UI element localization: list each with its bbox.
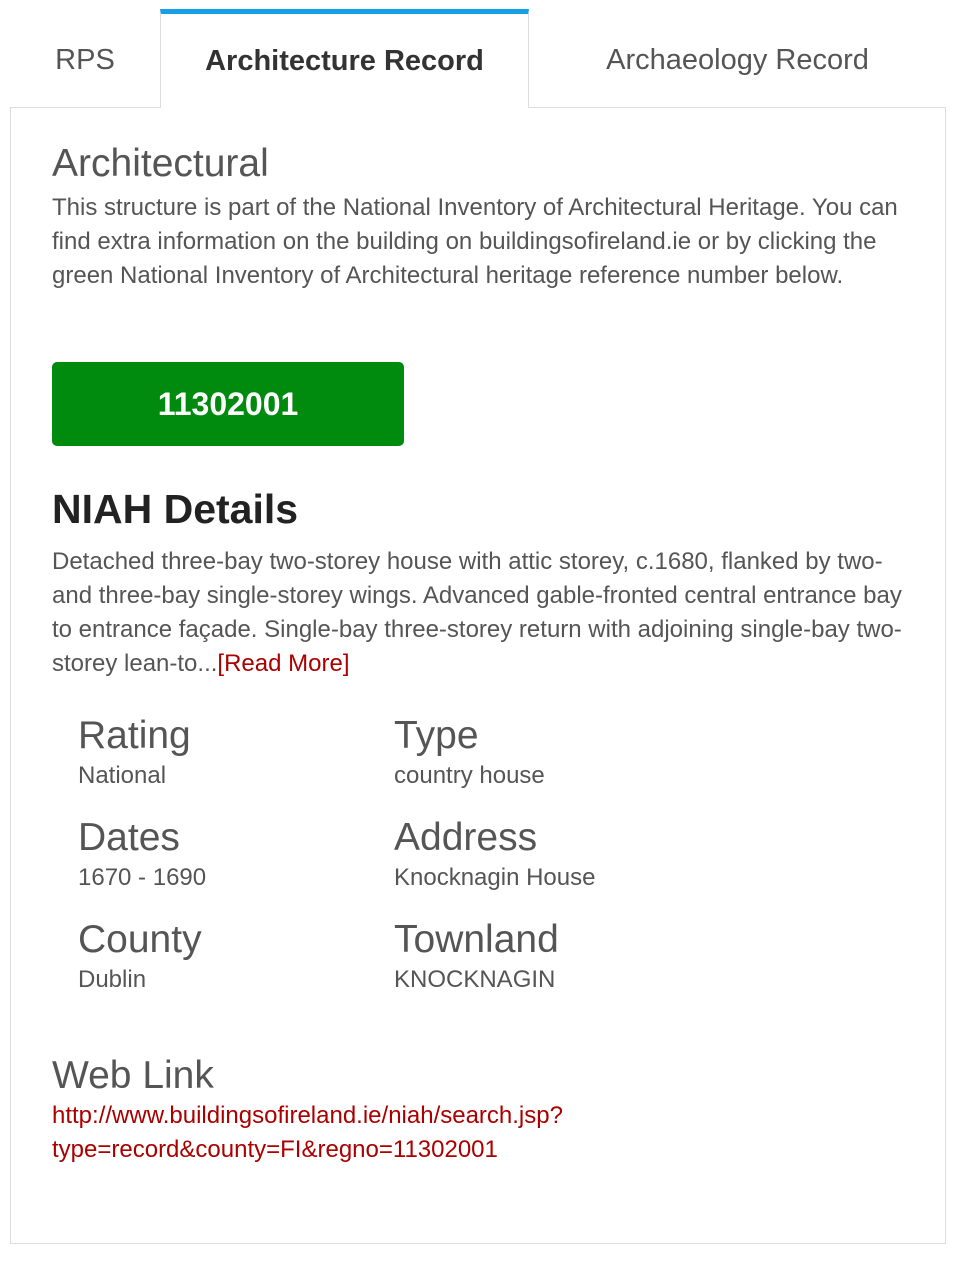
- record-tabs: [10, 0, 946, 108]
- architectural-heading: Architectural: [52, 142, 269, 185]
- tab-rps[interactable]: [10, 14, 160, 108]
- read-more-link[interactable]: [Read More]: [217, 650, 350, 677]
- field-townland: [394, 918, 559, 995]
- niah-reference-button[interactable]: 11302001: [52, 362, 404, 446]
- field-type: [394, 714, 545, 791]
- niah-description: [52, 545, 912, 681]
- address-label: Address: [394, 816, 538, 859]
- county-value: Dublin: [78, 966, 147, 993]
- web-link-url[interactable]: [52, 1099, 672, 1167]
- townland-label: Townland: [394, 918, 559, 961]
- tab-architecture-record[interactable]: [160, 9, 529, 108]
- type-value: country house: [394, 762, 545, 789]
- dates-label: Dates: [78, 816, 180, 859]
- web-link-url-line2: type=record&county=FI&regno=11302001: [52, 1136, 498, 1163]
- rating-label: Rating: [78, 714, 191, 757]
- tab-architecture-record-label: Architecture Record: [205, 45, 484, 77]
- web-link-heading: Web Link: [52, 1054, 214, 1097]
- tab-rps-label: RPS: [55, 44, 115, 76]
- web-link-url-line1: http://www.buildingsofireland.ie/niah/search.jsp?: [52, 1102, 563, 1129]
- architectural-intro: This structure is part of the National Inventory of Architectural Heritage. You can find extra information on the building on buildingsofireland.ie or by clicking the green National Inventory of Architectural heritage reference number below.: [52, 194, 898, 289]
- type-label: Type: [394, 714, 479, 757]
- niah-description-text: Detached three-bay two-storey house with attic storey, c.1680, flanked by two- and three-bay single-storey wings. Advanced gable-fronted central entrance bay to entrance façade. Single-bay three-storey return with adjoining single-bay two-storey lean-to...: [52, 548, 902, 677]
- rating-value: National: [78, 762, 167, 789]
- dates-value: 1670 - 1690: [78, 864, 207, 891]
- tab-archaeology-record[interactable]: [529, 14, 946, 108]
- townland-value: KNOCKNAGIN: [394, 966, 556, 993]
- field-county: [78, 918, 202, 995]
- panel-divider-right: [529, 107, 946, 108]
- niah-details-heading: NIAH Details: [52, 486, 299, 532]
- field-dates: [78, 816, 206, 893]
- field-rating: [78, 714, 191, 791]
- field-address: [394, 816, 595, 893]
- county-label: County: [78, 918, 202, 961]
- panel-divider-left: [10, 107, 161, 108]
- tab-archaeology-record-label: Archaeology Record: [606, 44, 869, 76]
- address-value: Knocknagin House: [394, 864, 596, 891]
